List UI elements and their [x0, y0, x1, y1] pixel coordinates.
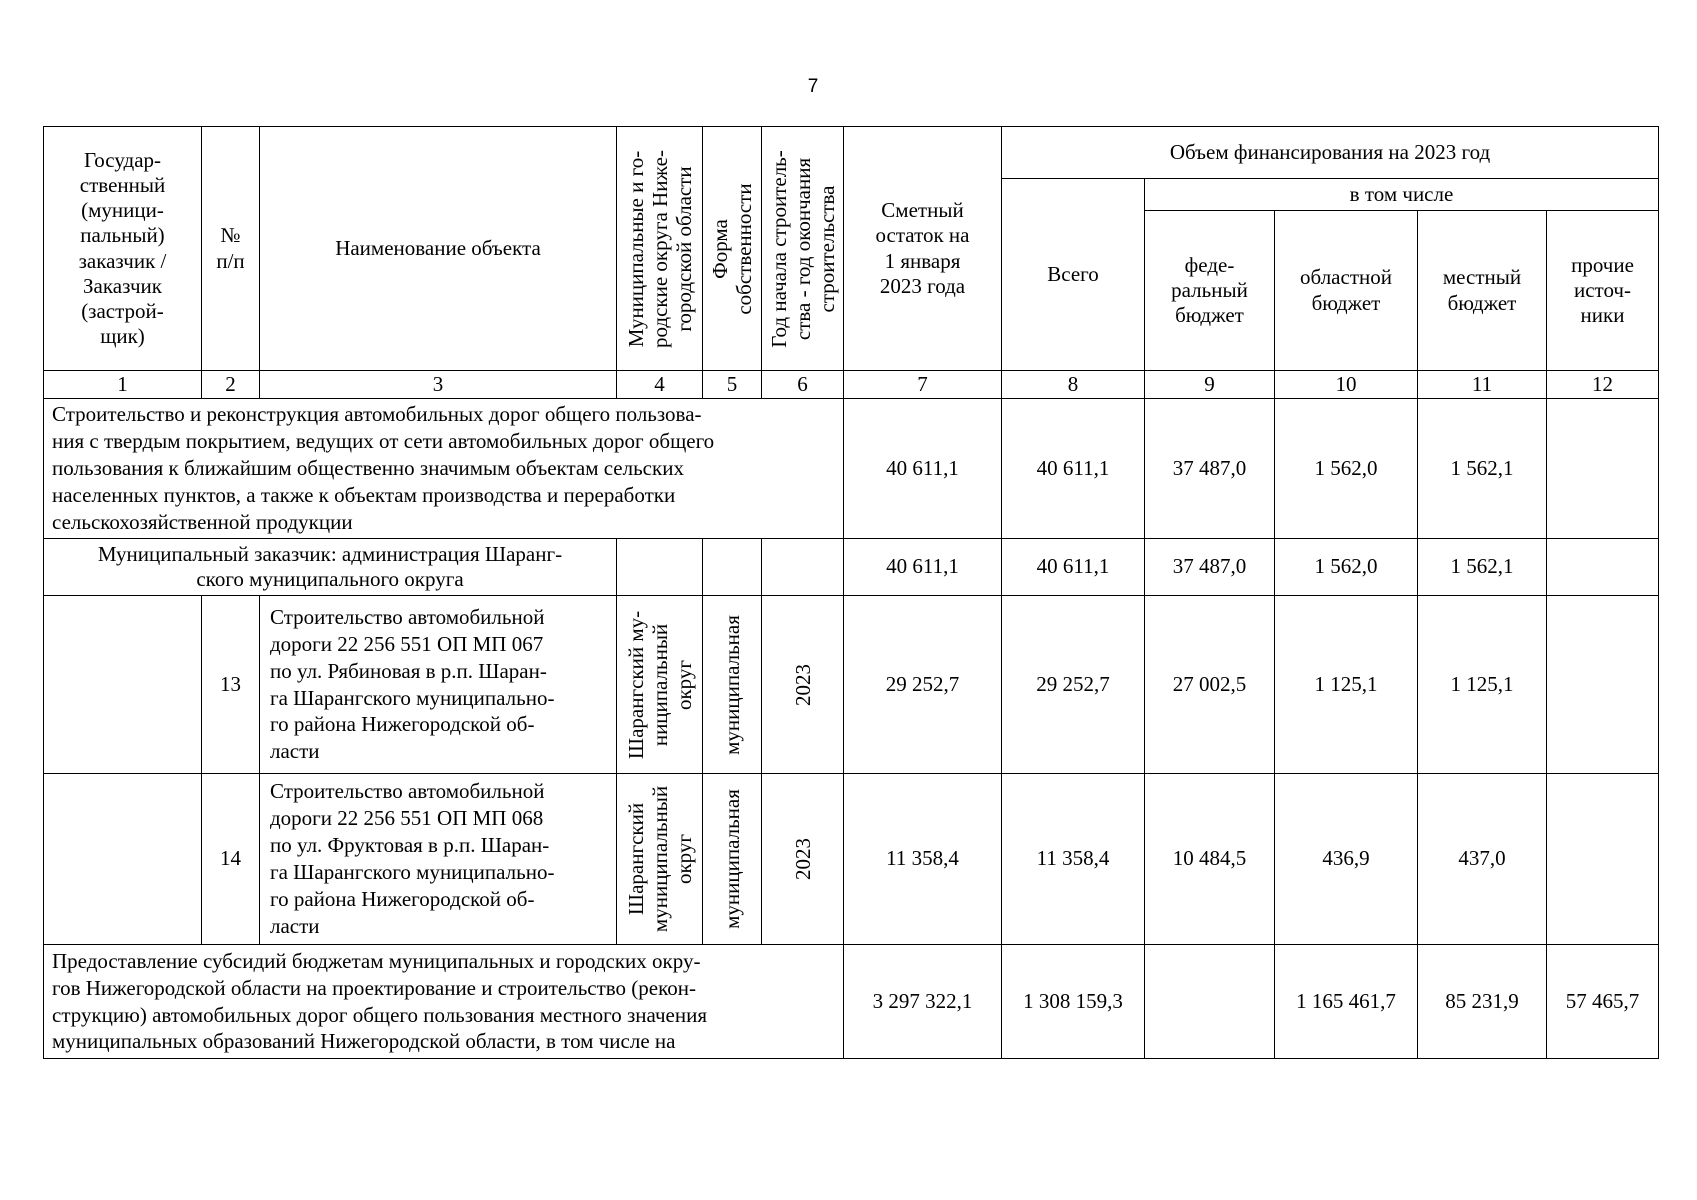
estimate-cell: 40 611,1 — [844, 539, 1002, 596]
years-cell: 2023 — [762, 596, 844, 774]
header-customer: Государ- ственный (муници- пальный) заказчик / Заказчик (застрой- щик) — [44, 127, 202, 371]
header-other: прочие источ- ники — [1547, 211, 1659, 371]
empty-cell — [44, 596, 202, 774]
table-row — [44, 596, 1659, 774]
municipality-cell: Шарангский му- ниципальный округ — [617, 596, 703, 774]
header-municipality: Муниципальные и го- родские округа Ниже- городской области — [617, 127, 703, 371]
regional-cell: 436,9 — [1275, 774, 1418, 945]
header-row-number: № п/п — [202, 127, 260, 371]
local-cell: 1 125,1 — [1418, 596, 1547, 774]
header-estimate: Сметный остаток на 1 января 2023 года — [844, 127, 1002, 371]
header-object-name: Наименование объекта — [260, 127, 617, 371]
header-including: в том числе — [1145, 179, 1659, 211]
object-name: Строительство автомобильной дороги 22 256 551 ОП МП 067 по ул. Рябиновая в р.п. Шаран- га Шарангского муниципально- го района Нижегородской об- ласти — [260, 596, 617, 774]
empty-cell — [44, 774, 202, 945]
estimate-cell: 40 611,1 — [844, 399, 1002, 539]
customer-title: Муниципальный заказчик: администрация Шаранг- ского муниципального округа — [44, 539, 617, 596]
years-cell: 2023 — [762, 774, 844, 945]
local-cell: 1 562,1 — [1418, 399, 1547, 539]
column-number: 1 — [44, 371, 202, 399]
funding-table — [43, 126, 1659, 1059]
estimate-cell: 3 297 322,1 — [844, 945, 1002, 1059]
section-title: Строительство и реконструкция автомобильных дорог общего пользова- ния с твердым покрытием, ведущих от сети автомобильных дорог общего пользования к ближайшим общественно значимым объектам сельских населенных пунктов, а также к объектам производства и переработки сельскохозяйственной продукции — [44, 399, 844, 539]
other-cell — [1547, 596, 1659, 774]
section-title: Предоставление субсидий бюджетам муниципальных и городских окру- гов Нижегородской области на проектирование и строительство (рекон- струкцию) автомобильных дорог общего пользования местного значения муниципальных образований Нижегородской области, в том числе на — [44, 945, 844, 1059]
header-federal: феде- ральный бюджет — [1145, 211, 1275, 371]
other-cell: 57 465,7 — [1547, 945, 1659, 1059]
estimate-cell: 11 358,4 — [844, 774, 1002, 945]
header-regional: областной бюджет — [1275, 211, 1418, 371]
table-row — [44, 399, 1659, 539]
empty-cell — [762, 539, 844, 596]
table-row — [44, 539, 1659, 596]
column-number-row — [44, 371, 1659, 399]
local-cell: 1 562,1 — [1418, 539, 1547, 596]
empty-cell — [703, 539, 762, 596]
federal-cell: 37 487,0 — [1145, 399, 1275, 539]
row-number: 14 — [202, 774, 260, 945]
other-cell — [1547, 774, 1659, 945]
header-ownership: Форма собственности — [703, 127, 762, 371]
total-cell: 40 611,1 — [1002, 399, 1145, 539]
row-number: 13 — [202, 596, 260, 774]
column-number: 10 — [1275, 371, 1418, 399]
regional-cell: 1 562,0 — [1275, 539, 1418, 596]
table-row — [44, 945, 1659, 1059]
other-cell — [1547, 539, 1659, 596]
regional-cell: 1 562,0 — [1275, 399, 1418, 539]
total-cell: 40 611,1 — [1002, 539, 1145, 596]
column-number: 3 — [260, 371, 617, 399]
ownership-cell: муниципальная — [703, 596, 762, 774]
column-number: 6 — [762, 371, 844, 399]
ownership-cell: муниципальная — [703, 774, 762, 945]
column-number: 9 — [1145, 371, 1275, 399]
column-number: 2 — [202, 371, 260, 399]
column-number: 5 — [703, 371, 762, 399]
total-cell: 29 252,7 — [1002, 596, 1145, 774]
estimate-cell: 29 252,7 — [844, 596, 1002, 774]
total-cell: 11 358,4 — [1002, 774, 1145, 945]
empty-cell — [617, 539, 703, 596]
column-number: 8 — [1002, 371, 1145, 399]
local-cell: 85 231,9 — [1418, 945, 1547, 1059]
column-number: 4 — [617, 371, 703, 399]
object-name: Строительство автомобильной дороги 22 256 551 ОП МП 068 по ул. Фруктовая в р.п. Шаран- га Шарангского муниципально- го района Нижегородской об- ласти — [260, 774, 617, 945]
federal-cell: 27 002,5 — [1145, 596, 1275, 774]
column-number: 7 — [844, 371, 1002, 399]
header-years: Год начала строитель- ства - год окончания строительства — [762, 127, 844, 371]
table-row — [44, 774, 1659, 945]
column-number: 12 — [1547, 371, 1659, 399]
regional-cell: 1 125,1 — [1275, 596, 1418, 774]
column-number: 11 — [1418, 371, 1547, 399]
page-number: 7 — [807, 76, 819, 97]
header-funding-title: Объем финансирования на 2023 год — [1002, 127, 1659, 179]
municipality-cell: Шарангский муниципальный округ — [617, 774, 703, 945]
other-cell — [1547, 399, 1659, 539]
total-cell: 1 308 159,3 — [1002, 945, 1145, 1059]
header-total: Всего — [1002, 179, 1145, 371]
federal-cell: 37 487,0 — [1145, 539, 1275, 596]
federal-cell — [1145, 945, 1275, 1059]
regional-cell: 1 165 461,7 — [1275, 945, 1418, 1059]
header-local: местный бюджет — [1418, 211, 1547, 371]
federal-cell: 10 484,5 — [1145, 774, 1275, 945]
local-cell: 437,0 — [1418, 774, 1547, 945]
